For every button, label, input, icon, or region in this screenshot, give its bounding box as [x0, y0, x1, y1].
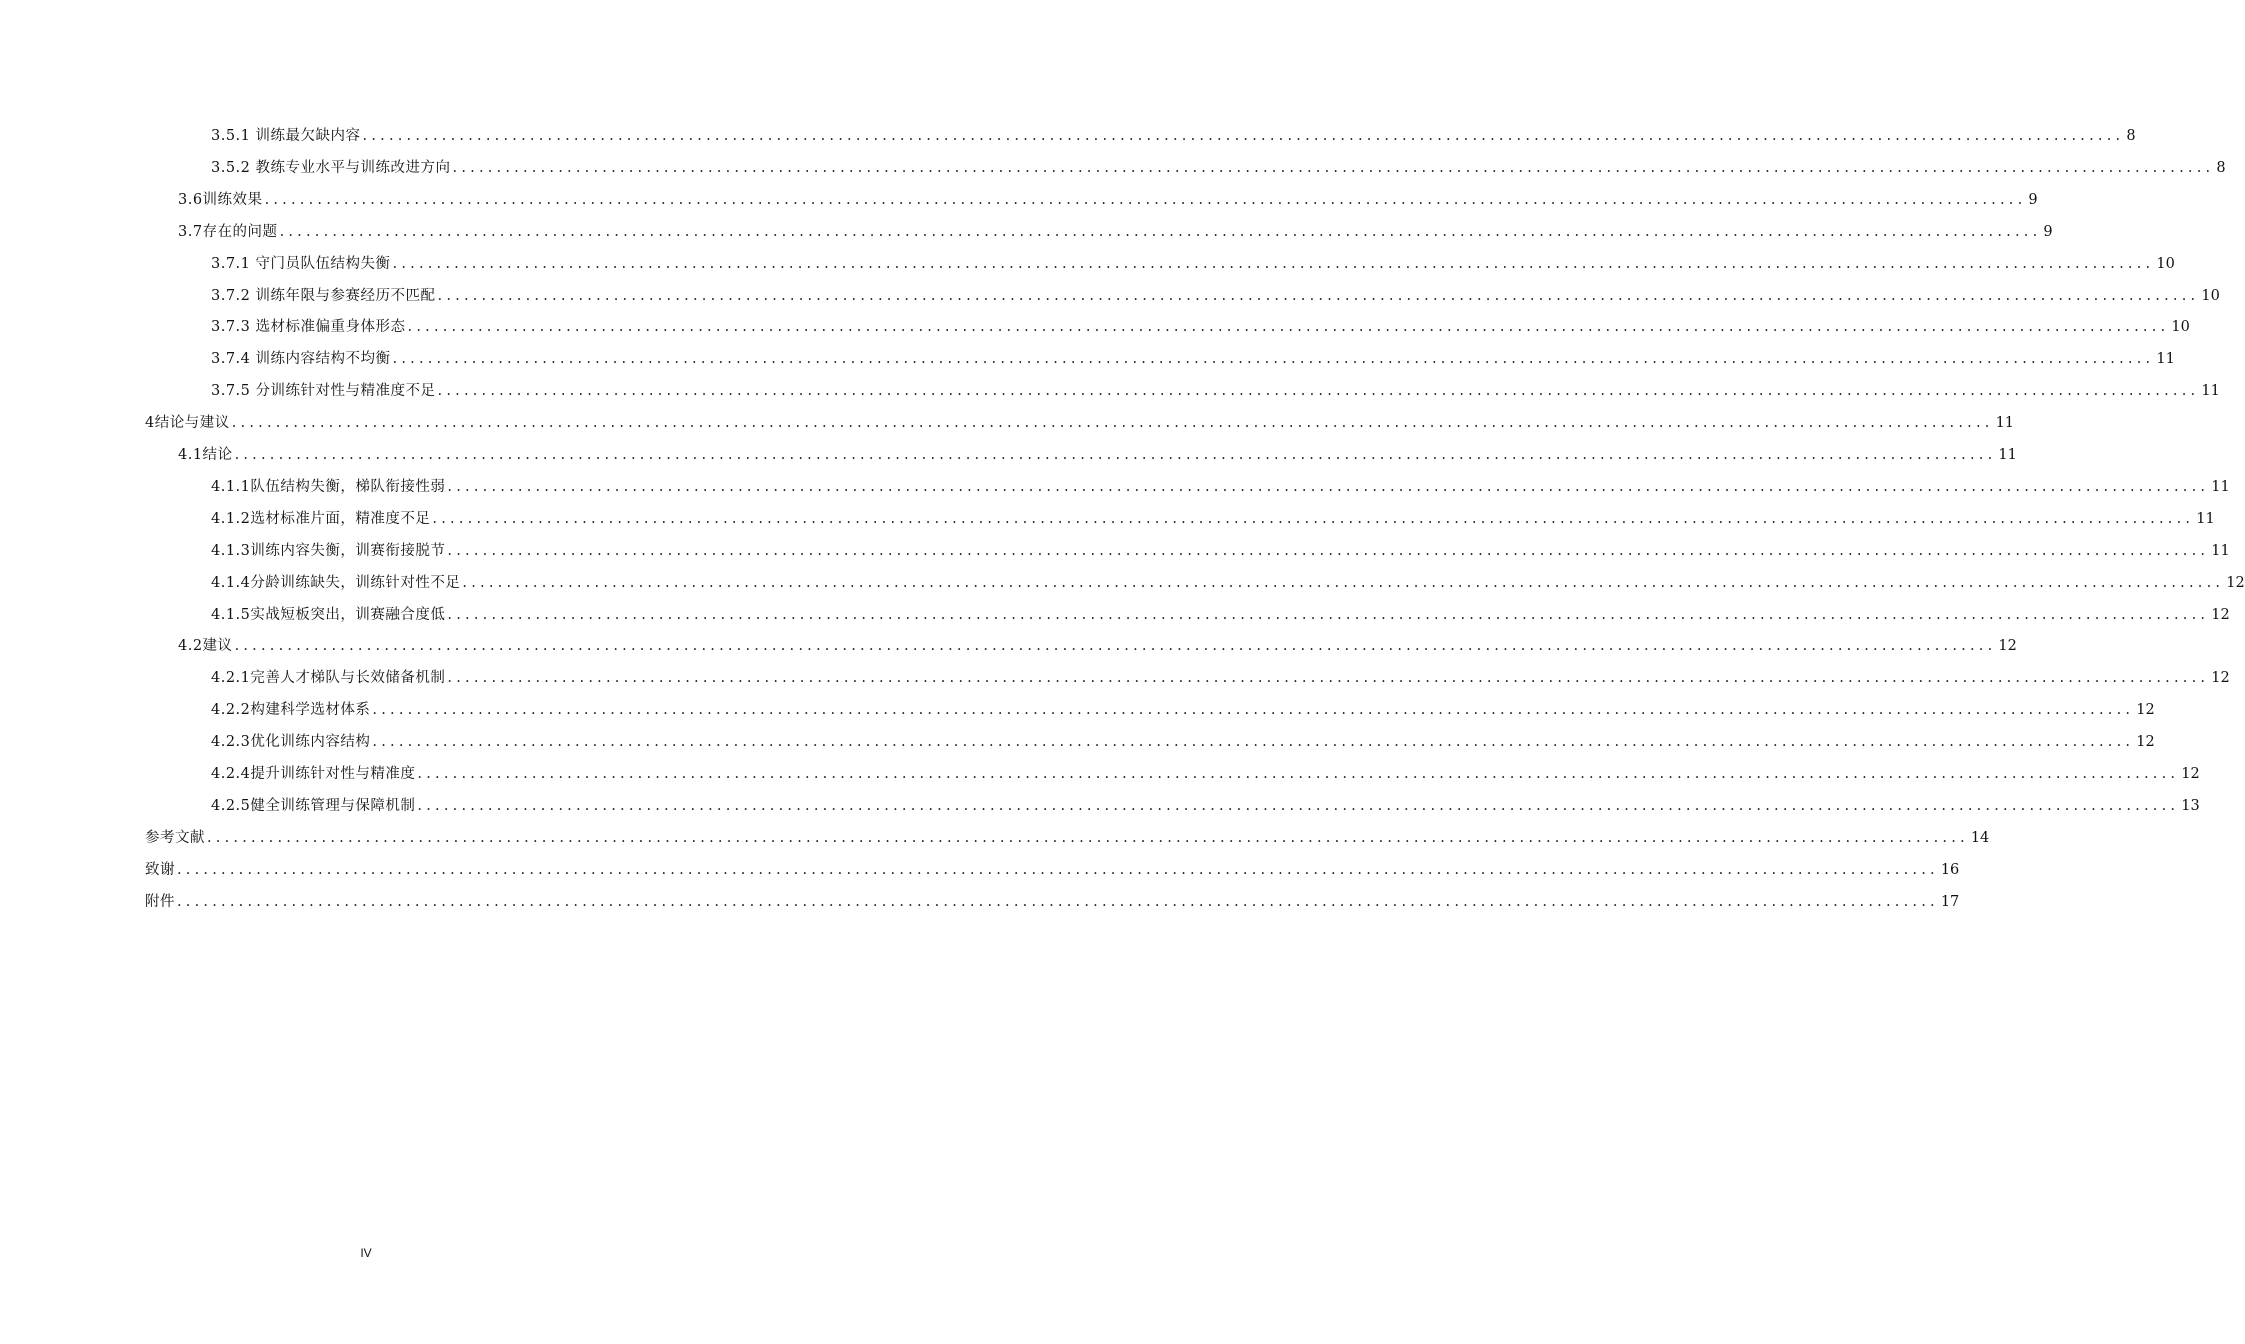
- toc-entry-title: 3.7.5 分训练针对性与精准度不足: [211, 383, 436, 400]
- toc-dot-leader: ........................................................................................................................................................................................................: [234, 447, 1997, 463]
- toc-entry-page-number: 16: [1940, 861, 1960, 878]
- toc-entry-title: 4.2.4提升训练针对性与精准度: [211, 766, 416, 782]
- toc-entry-page-number: 11: [2211, 542, 2230, 559]
- toc-entry-page-number: 11: [2211, 478, 2230, 495]
- toc-entry-page-number: 11: [1995, 415, 2015, 432]
- toc-entry[interactable]: [211, 724, 2155, 752]
- toc-entry-page-number: 11: [2196, 510, 2215, 527]
- toc-dot-leader: ........................................................................................................................................................................................................: [392, 255, 2155, 272]
- toc-dot-leader: ........................................................................................................................................................................................................: [392, 351, 2155, 368]
- toc-entry-page-number: 9: [2028, 191, 2038, 208]
- toc-dot-leader: ........................................................................................................................................................................................................: [207, 829, 1969, 846]
- toc-dot-leader: ........................................................................................................................................................................................................: [264, 191, 2027, 208]
- toc-entry-page-number: 10: [2201, 287, 2220, 304]
- toc-entry-title: 4.2.3优化训练内容结构: [211, 734, 371, 751]
- toc-entry-title: 3.7.3 选材标准偏重身体形态: [211, 319, 406, 336]
- toc-entry-page-number: 8: [2126, 128, 2136, 144]
- toc-dot-leader: ........................................................................................................................................................................................................: [372, 734, 2135, 751]
- toc-entry-page-number: 14: [1970, 829, 1990, 846]
- toc-entry-title: 4.1.3训练内容失衡，训赛衔接脱节: [211, 542, 446, 559]
- toc-dot-leader: ........................................................................................................................................................................................................: [462, 574, 2225, 591]
- toc-dot-leader: ........................................................................................................................................................................................................: [437, 287, 2200, 304]
- toc-entry[interactable]: [211, 788, 2200, 816]
- toc-entry[interactable]: [211, 246, 2175, 274]
- toc-entry[interactable]: [211, 309, 2190, 337]
- toc-entry-title: 3.5.1 训练最欠缺内容: [211, 128, 361, 144]
- toc-dot-leader: ........................................................................................................................................................................................................: [372, 702, 2135, 719]
- toc-entry-page-number: 17: [1940, 893, 1960, 910]
- toc-dot-leader: ........................................................................................................................................................................................................: [279, 223, 2042, 240]
- toc-entry-title: 4结论与建议: [145, 415, 230, 432]
- toc-dot-leader: ........................................................................................................................................................................................................: [417, 797, 2180, 814]
- toc-entry-title: 4.1.4分龄训练缺失，训练针对性不足: [211, 574, 461, 591]
- toc-entry-title: 4.2.5健全训练管理与保障机制: [211, 797, 416, 814]
- toc-entry-title: 3.7存在的问题: [178, 223, 278, 240]
- toc-entry[interactable]: [211, 469, 2230, 497]
- toc-dot-leader: ........................................................................................................................................................................................................: [177, 861, 1939, 878]
- toc-entry[interactable]: [178, 437, 2017, 465]
- toc-dot-leader: ........................................................................................................................................................................................................: [231, 415, 1994, 432]
- toc-entry-title: 4.1.5实战短板突出，训赛融合度低: [211, 606, 446, 623]
- toc-entry-page-number: 12: [1998, 638, 2017, 655]
- toc-dot-leader: ........................................................................................................................................................................................................: [447, 670, 2210, 687]
- toc-dot-leader: ........................................................................................................................................................................................................: [432, 510, 2195, 527]
- toc-entry[interactable]: [145, 884, 1960, 912]
- toc-entry[interactable]: [178, 628, 2017, 656]
- toc-entry[interactable]: [211, 373, 2220, 401]
- toc-entry-page-number: 8: [2216, 159, 2226, 176]
- toc-dot-leader: ........................................................................................................................................................................................................: [177, 893, 1939, 910]
- toc-dot-leader: ........................................................................................................................................................................................................: [447, 542, 2210, 559]
- toc-entry-page-number: 12: [2211, 606, 2230, 623]
- toc-dot-leader: ........................................................................................................................................................................................................: [234, 638, 1997, 655]
- toc-entry-title: 4.2.1完善人才梯队与长效储备机制: [211, 670, 446, 687]
- toc-entry[interactable]: [145, 852, 1960, 880]
- toc-entry[interactable]: [178, 214, 2053, 242]
- toc-dot-leader: ........................................................................................................................................................................................................: [407, 319, 2170, 336]
- toc-entry[interactable]: [211, 278, 2220, 306]
- toc-entry[interactable]: [145, 820, 1990, 848]
- toc-entry-page-number: 10: [2156, 255, 2175, 272]
- toc-entry-title: 3.7.1 守门员队伍结构失衡: [211, 255, 391, 272]
- toc-entry-page-number: 12: [2136, 702, 2155, 719]
- toc-entry-page-number: 9: [2043, 223, 2053, 240]
- toc-entry-page-number: 11: [2156, 351, 2175, 368]
- toc-entry[interactable]: [211, 341, 2175, 369]
- toc-entry-page-number: 13: [2181, 797, 2200, 814]
- toc-entry[interactable]: [211, 501, 2215, 529]
- toc-dot-leader: ........................................................................................................................................................................................................: [452, 159, 2215, 176]
- toc-entry-title: 4.1结论: [178, 447, 233, 463]
- toc-entry[interactable]: [211, 756, 2200, 784]
- page-number: IV: [360, 1246, 372, 1260]
- toc-entry-title: 致谢: [145, 861, 175, 878]
- toc-dot-leader: ........................................................................................................................................................................................................: [447, 606, 2210, 623]
- toc-entry-title: 4.1.1队伍结构失衡，梯队衔接性弱: [211, 478, 446, 495]
- toc-entry-title: 3.7.4 训练内容结构不均衡: [211, 351, 391, 368]
- toc-entry[interactable]: [145, 405, 2015, 433]
- toc-entry-title: 3.7.2 训练年限与参赛经历不匹配: [211, 287, 436, 304]
- toc-dot-leader: ........................................................................................................................................................................................................: [447, 478, 2210, 495]
- toc-dot-leader: ........................................................................................................................................................................................................: [362, 128, 2125, 144]
- toc-entry-title: 参考文献: [145, 829, 205, 846]
- toc-entry-title: 附件: [145, 893, 175, 910]
- toc-entry-page-number: 12: [2136, 734, 2155, 751]
- toc-entry-page-number: 11: [1998, 447, 2017, 463]
- toc-entry-title: 4.2.2构建科学选材体系: [211, 702, 371, 719]
- toc-entry[interactable]: [211, 533, 2230, 561]
- toc-entry-page-number: 12: [2211, 670, 2230, 687]
- toc-entry-title: 3.6训练效果: [178, 191, 263, 208]
- toc-entry-page-number: 12: [2226, 574, 2245, 591]
- toc-entry-page-number: 11: [2201, 383, 2220, 400]
- toc-dot-leader: ........................................................................................................................................................................................................: [417, 766, 2180, 782]
- toc-entry[interactable]: [211, 150, 2226, 178]
- toc-entry[interactable]: [211, 597, 2230, 625]
- toc-entry-page-number: 12: [2181, 766, 2200, 782]
- toc-entry-title: 4.1.2选材标准片面，精准度不足: [211, 510, 431, 527]
- toc-entry[interactable]: [211, 565, 2245, 593]
- toc-entry[interactable]: [178, 182, 2038, 210]
- toc-entry[interactable]: [211, 660, 2230, 688]
- toc-entry-title: 3.5.2 教练专业水平与训练改进方向: [211, 159, 451, 176]
- toc-entry[interactable]: [211, 118, 2136, 146]
- toc-entry[interactable]: [211, 692, 2155, 720]
- toc-dot-leader: ........................................................................................................................................................................................................: [437, 383, 2200, 400]
- toc-entry-page-number: 10: [2171, 319, 2190, 336]
- toc-entry-title: 4.2建议: [178, 638, 233, 655]
